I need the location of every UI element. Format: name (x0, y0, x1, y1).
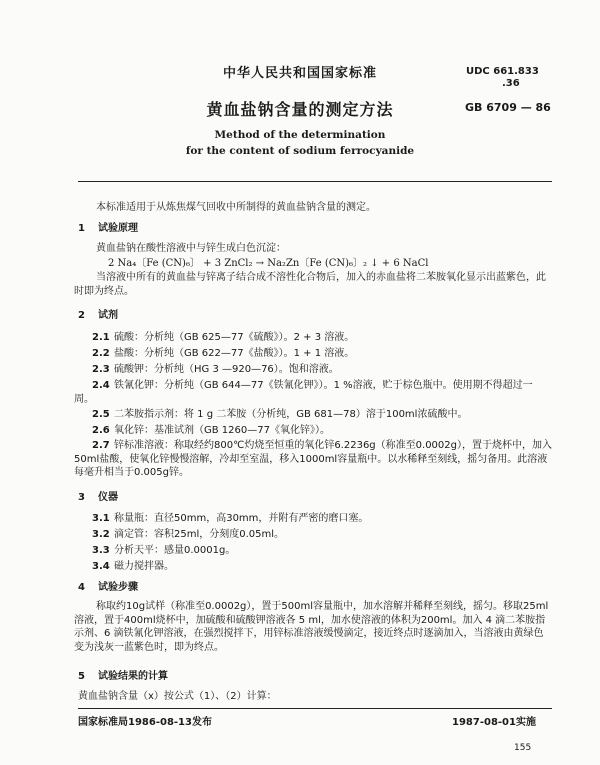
page-number: 155 (514, 743, 532, 753)
list-item (92, 347, 354, 360)
issued-date: 国家标准局1986-08-13发布 (78, 717, 212, 728)
section-title: 试剂 (98, 310, 118, 321)
item-number: 2.3 (92, 364, 110, 375)
item-text: 磁力搅拌器。 (114, 561, 174, 572)
item-number: 2.6 (92, 425, 110, 436)
list-item (92, 408, 467, 421)
section-heading-3 (78, 491, 118, 504)
item-text: 锌标准溶液：称取经约800℃灼烧至恒重的氧化锌6.2236g（称准至0.0002g），置于烧杯中，加入50ml盐酸，使氧化锌慢慢溶解，冷却至室温，移入1000ml容量瓶中。以水稀释至刻线，摇匀备用。此溶液每毫升相当于0.005g锌。 (74, 440, 552, 478)
reaction-equation: 2 Na₄〔Fe (CN)₆〕 + 3 ZnCl₂ → Na₂Zn〔Fe (CN)₆〕₂ ↓ + 6 NaCl (108, 258, 429, 269)
udc-code (466, 66, 539, 90)
section-heading-5 (78, 670, 168, 683)
item-text: 氧化锌：基准试剂（GB 1260—77《氧化锌》）。 (114, 425, 330, 436)
principle-line: 黄血盐钠在酸性溶液中与锌生成白色沉淀： (96, 243, 286, 254)
udc-line-1: UDC 661.833 (466, 66, 539, 77)
section-heading-2 (78, 309, 118, 322)
list-item (92, 331, 354, 344)
udc-line-2: .36 (502, 78, 520, 89)
section-heading-1 (78, 222, 138, 235)
section-title: 试验原理 (98, 223, 138, 234)
list-item (92, 544, 235, 557)
item-number: 3.4 (92, 561, 110, 572)
scope-statement: 本标准适用于从炼焦煤气回收中所制得的黄血盐钠含量的测定。 (96, 202, 376, 213)
section-number: 2 (78, 310, 85, 321)
section-number: 1 (78, 223, 85, 234)
item-text: 称量瓶：直径50mm，高30mm，并附有严密的磨口塞。 (114, 513, 369, 524)
item-text: 滴定管：容积25ml，分刻度0.05ml。 (114, 529, 285, 540)
procedure-paragraph: 称取约10g试样（称准至0.0002g），置于500ml容量瓶中，加水溶解并稀释至刻线，摇匀。移取25ml溶液，置于400ml烧杯中，加硫酸和硫酸钾溶液各 5 ml，加水使溶液的体积为200ml。加入 4 滴二苯胺指示剂、6 滴铁氰化钾溶液，在强烈搅拌下，用锌标准溶液缓慢滴定，接近终点时逐滴加入，当溶液由黄绿色变为浅灰一蓝紫色时，即为终点。 (74, 601, 549, 653)
item-text: 二苯胺指示剂：将 1 g 二苯胺（分析纯，GB 681—78）溶于100ml浓硫酸中。 (114, 409, 468, 420)
section-number: 4 (78, 582, 85, 593)
section-number: 5 (78, 671, 85, 682)
item-text: 硫酸钾：分析纯（HG 3 —920—76）。饱和溶液。 (114, 364, 339, 375)
list-item (92, 560, 174, 573)
calculation-intro: 黄血盐钠含量（x）按公式（1）、（2）计算： (78, 691, 277, 702)
section-title: 仪器 (98, 492, 118, 503)
item-number: 3.2 (92, 529, 110, 540)
item-number: 3.3 (92, 545, 110, 556)
standard-org-title: 中华人民共和国国家标准 (222, 66, 377, 81)
item-number: 2.7 (92, 440, 110, 451)
gb-standard-number: GB 6709 — 86 (465, 101, 551, 114)
section-title: 试验步骤 (98, 582, 138, 593)
list-item (92, 512, 368, 525)
footer-divider (78, 708, 552, 709)
list-item (92, 528, 284, 541)
principle-paragraph: 当溶液中所有的黄血盐与锌离子结合成不溶性化合物后，加入的赤血盐将二苯胺氧化显示出蓝紫色，此时即为终点。 (74, 272, 546, 297)
item-number: 2.1 (92, 332, 110, 343)
item-text: 硫酸：分析纯（GB 625—77《硫酸》）。2 + 3 溶液。 (114, 332, 355, 343)
english-title-line-1: Method of the determination (214, 129, 386, 141)
english-title-line-2: for the content of sodium ferrocyanide (185, 145, 415, 157)
section-number: 3 (78, 492, 85, 503)
item-text: 分析天平：感量0.0001g。 (114, 545, 236, 556)
list-item (92, 424, 330, 437)
item-number: 3.1 (92, 513, 110, 524)
item-number: 2.2 (92, 348, 110, 359)
header-divider (78, 181, 552, 182)
document-title: 黄血盐钠含量的测定方法 (206, 100, 394, 119)
list-item-2-4 (74, 379, 552, 406)
item-text: 铁氰化钾：分析纯（GB 644—77《铁氰化钾》）。1 %溶液，贮于棕色瓶中。使用期不得超过一周。 (74, 380, 533, 405)
section-heading-4 (78, 581, 138, 594)
item-text: 盐酸：分析纯（GB 622—77《盐酸》）。1 + 1 溶液。 (114, 348, 355, 359)
list-item-2-7 (74, 439, 552, 480)
item-number: 2.5 (92, 409, 110, 420)
list-item (92, 363, 339, 376)
item-number: 2.4 (92, 380, 110, 391)
section-title: 试验结果的计算 (98, 671, 168, 682)
effective-date: 1987-08-01实施 (452, 717, 536, 728)
